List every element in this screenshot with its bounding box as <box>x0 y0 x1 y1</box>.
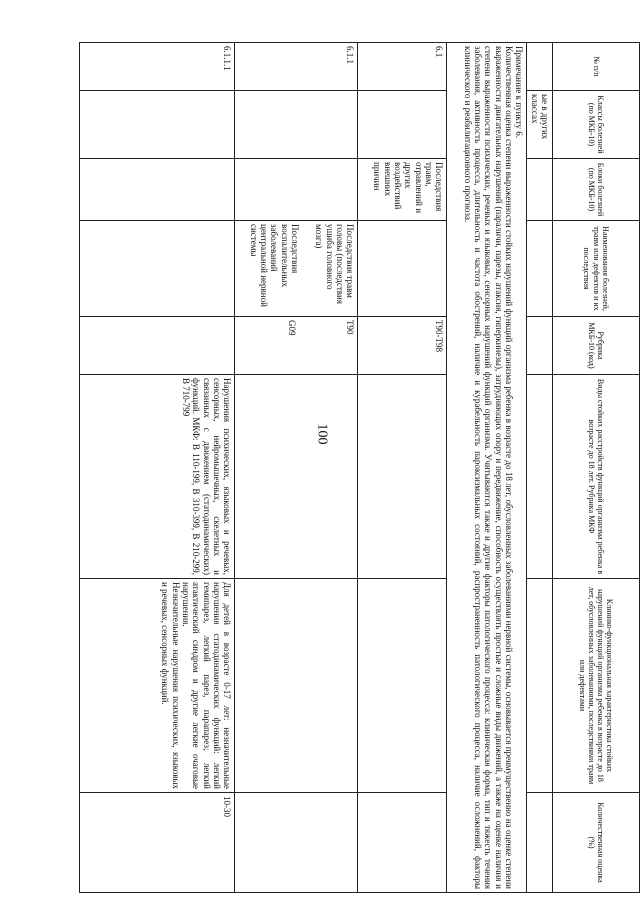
table-header-row <box>553 43 640 893</box>
row-clinical <box>235 579 358 793</box>
row-block <box>235 159 358 221</box>
carry-over-row <box>527 43 553 893</box>
table-row <box>235 43 358 893</box>
note-text: Количественная оценка степени выраженности стойких нарушений функций организма ребенка в возрасте до 18 лет, обусловленных заболеваниями нервной системы, основывается преимущественно на оценке степени выраженности двигательных нарушений (параличи, парезы, атаксия, гиперкинезы), затрудняющих опору и передвижение, способность осуществлять простые и сложные виды движений, а также на оценке наличия и степени выраженности психических, речевых и языковых, сенсорных нарушений функций организма. Учитываются также и другие факторы патологического процесса: клиническая форма, тип и тяжесть течения заболевания, активность процесса, длительность и частота обострений, наличие и курабельность пароксизмальных состояний, распространенность патологического процесса, наличие осложнений, факторы клинического и реабилитационного прогноза. <box>462 46 514 889</box>
row-num: 6.1 <box>358 43 447 91</box>
row-class <box>358 91 447 159</box>
header-block: Блоки болезней (по МКБ-10) <box>553 159 640 221</box>
row-disease <box>235 221 358 317</box>
header-score: Количественная оценка (%) <box>553 793 640 893</box>
disease-entry: Последствия воспалительных заболеваний центральной нервной системы <box>248 224 300 307</box>
table-row <box>80 43 235 893</box>
row-block <box>80 159 235 221</box>
row-score: 10-30 <box>80 793 235 893</box>
clinical-entry: Для детей в возрасте 0-17 лет: незначительные нарушения статодинамических функций: легкий гемипарез, легкий парез, парапарез; легкий атактический синдром и другие легкие очаговые нарушения. <box>180 582 233 789</box>
row-rubric <box>80 317 235 375</box>
carry-num <box>527 43 553 91</box>
row-score <box>358 793 447 893</box>
row-block: Последствия травм, отравлений и других воздействий внешних причин <box>358 159 447 221</box>
note-cell <box>447 43 527 893</box>
page-number: 100 <box>314 423 330 445</box>
rubric-entry: G09 <box>286 320 297 336</box>
row-disease <box>358 221 447 317</box>
header-disease: Наименования болезней, травм или дефектов и их последствия <box>553 221 640 317</box>
header-types: Виды стойких расстройств функций организма ребенка в возрасте до 18 лет. Рубрика МКФ <box>553 375 640 579</box>
row-clinical <box>80 579 235 793</box>
row-disease <box>80 221 235 317</box>
row-clinical <box>358 579 447 793</box>
carry-class: ые в других классах <box>527 91 553 159</box>
row-num: 6.1.1.1 <box>80 43 235 91</box>
table-row <box>358 43 447 893</box>
row-rubric <box>235 317 358 375</box>
row-types: Нарушения психических, языковых и речевых, сенсорных, нейромышечных, скелетных и связанных с движением (статодинамических) функций. МКФ: B 110-199, B 310-399, B 210-299, B 710-799 <box>80 375 235 579</box>
header-class: Классы болезней (по МКБ-10) <box>553 91 640 159</box>
row-num: 6.1.1 <box>235 43 358 91</box>
header-rubric: Рубрика МКБ-10 (код) <box>553 317 640 375</box>
criteria-table <box>79 42 640 893</box>
row-score <box>235 793 358 893</box>
row-class <box>80 91 235 159</box>
note-row <box>447 43 527 893</box>
row-rubric: T90-T98 <box>358 317 447 375</box>
header-num: № п/п <box>553 43 640 91</box>
note-title: Примечание к пункту 6. <box>514 46 525 139</box>
header-clinical: Клинико-функциональная характеристика стойких нарушений функций организма ребенка в возрасте до 18 лет, обусловленных заболеваниями, последствиями травм или дефектами <box>553 579 640 793</box>
row-class <box>235 91 358 159</box>
disease-entry: Последствия травм головы (последствия ушиба головного мозга) <box>314 224 356 304</box>
rubric-entry: T90 <box>345 320 356 335</box>
row-types <box>358 375 447 579</box>
disability-criteria-table-sheet <box>40 42 640 892</box>
clinical-entry: Незначительные нарушения психических, языковых и речевых, сенсорных функций. <box>160 582 181 789</box>
row-types <box>235 375 358 579</box>
